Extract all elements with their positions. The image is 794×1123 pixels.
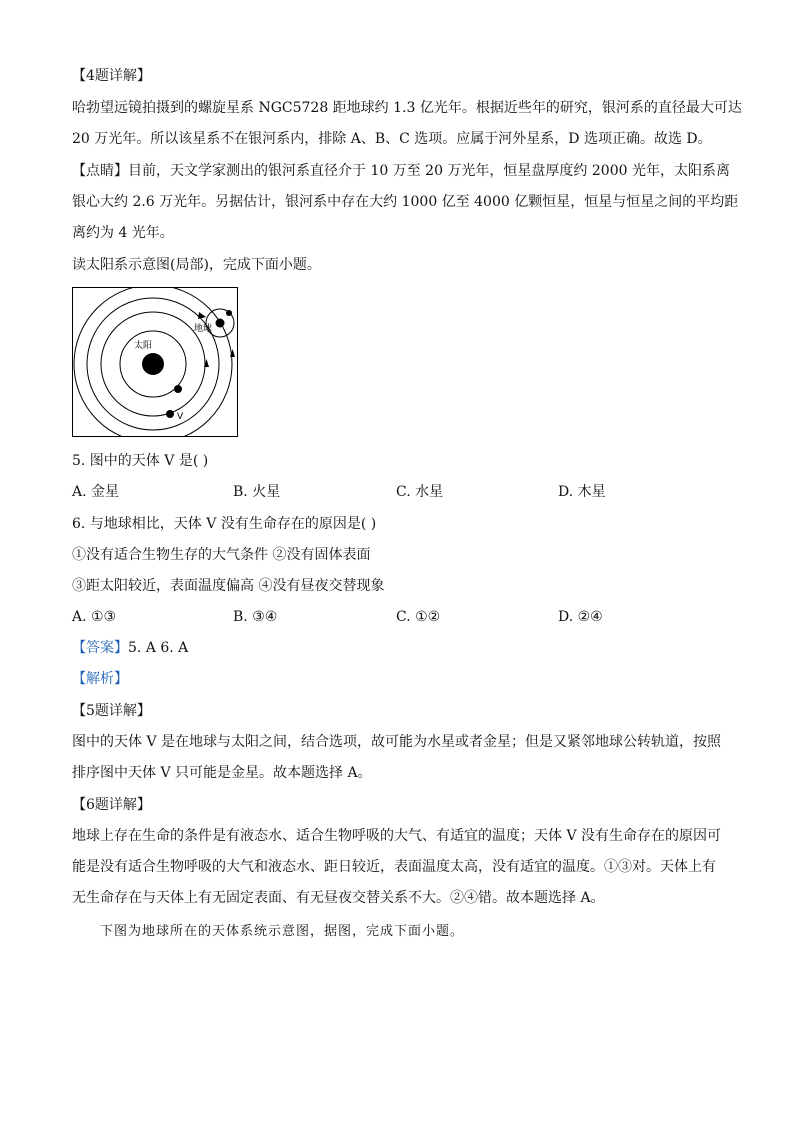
- q4-detail-line-2: 20 万光年。所以该星系不在银河系内，排除 A、B、C 选项。应属于河外星系，D 选项正确。故选 D。: [72, 131, 712, 147]
- q4-detail-header: 【4题详解】: [72, 68, 151, 84]
- answer-text: 5. A 6. A: [128, 640, 189, 656]
- q6-detail-header: 【6题详解】: [72, 797, 151, 813]
- q6-stem: 6. 与地球相比，天体 V 没有生命存在的原因是( ): [72, 516, 377, 532]
- dianjing-label: 【点睛】: [72, 163, 128, 179]
- q5-detail-line-1: 图中的天体 V 是在地球与太阳之间，结合选项，故可能为水星或者金星；但是又紧邻地球公转轨道，按照: [72, 734, 722, 750]
- solar-system-diagram: [72, 287, 238, 437]
- dianjing-text-1: 目前，天文学家测出的银河系直径介于 10 万至 20 万光年，恒星盘厚度约 2000 光年，太阳系离: [128, 163, 730, 179]
- dianjing-line-2: 银心大约 2.6 万光年。另据估计，银河系中存在大约 1000 亿至 4000 亿颗恒星，恒星与恒星之间的平均距: [72, 194, 739, 210]
- analysis-label: 【解析】: [72, 671, 128, 687]
- q6-option-b[interactable]: B. ③④: [233, 609, 278, 625]
- q5-option-b[interactable]: B. 火星: [233, 484, 281, 500]
- q6-detail-line-1: 地球上存在生命的条件是有液态水、适合生物呼吸的大气、有适宜的温度；天体 V 没有生命存在的原因可: [72, 828, 722, 844]
- q6-statement-2: ③距太阳较近，表面温度偏高 ④没有昼夜交替现象: [72, 578, 385, 594]
- q4-detail-line-1: 哈勃望远镜拍摄到的螺旋星系 NGC5728 距地球约 1.3 亿光年。根据近些年的研究，银河系的直径最大可达: [72, 100, 742, 116]
- q5-option-d[interactable]: D. 木星: [558, 484, 606, 500]
- q5-detail-line-2: 排序图中天体 V 只可能是金星。故本题选择 A。: [72, 765, 372, 781]
- dianjing-line-3: 离约为 4 光年。: [72, 225, 174, 241]
- q6-option-c[interactable]: C. ①②: [396, 609, 441, 625]
- q5-detail-header: 【5题详解】: [72, 703, 151, 719]
- sun-label: 太阳: [134, 341, 153, 351]
- q6-option-d[interactable]: D. ②④: [558, 609, 603, 625]
- dianjing-line-1: [72, 161, 730, 181]
- answer-label: 【答案】: [72, 640, 128, 656]
- next-question-caption: 下图为地球所在的天体系统示意图，据图，完成下面小题。: [100, 924, 465, 939]
- moon: [226, 310, 232, 316]
- answer-line: [72, 638, 188, 658]
- q6-statement-1: ①没有适合生物生存的大气条件 ②没有固体表面: [72, 547, 371, 563]
- q6-detail-line-3: 无生命存在与天体上有无固定表面、有无昼夜交替关系不大。②④错。故本题选择 A。: [72, 890, 605, 906]
- earth: [216, 319, 225, 328]
- q6-option-a[interactable]: A. ①③: [72, 609, 117, 625]
- q6-detail-line-2: 能是没有适合生物呼吸的大气和液态水、距日较近，表面温度太高，没有适宜的温度。①③对。天体上有: [72, 859, 716, 875]
- planet-v: [166, 410, 174, 418]
- sun: [142, 353, 164, 375]
- earth-label: 地球: [194, 324, 213, 334]
- planet-orbit-2: [174, 385, 182, 393]
- v-label: V: [177, 412, 184, 422]
- q5-option-a[interactable]: A. 金星: [72, 484, 120, 500]
- q5-option-c[interactable]: C. 水星: [396, 484, 444, 500]
- q5-stem: 5. 图中的天体 V 是( ): [72, 453, 209, 469]
- question-intro: 读太阳系示意图(局部)，完成下面小题。: [72, 257, 321, 273]
